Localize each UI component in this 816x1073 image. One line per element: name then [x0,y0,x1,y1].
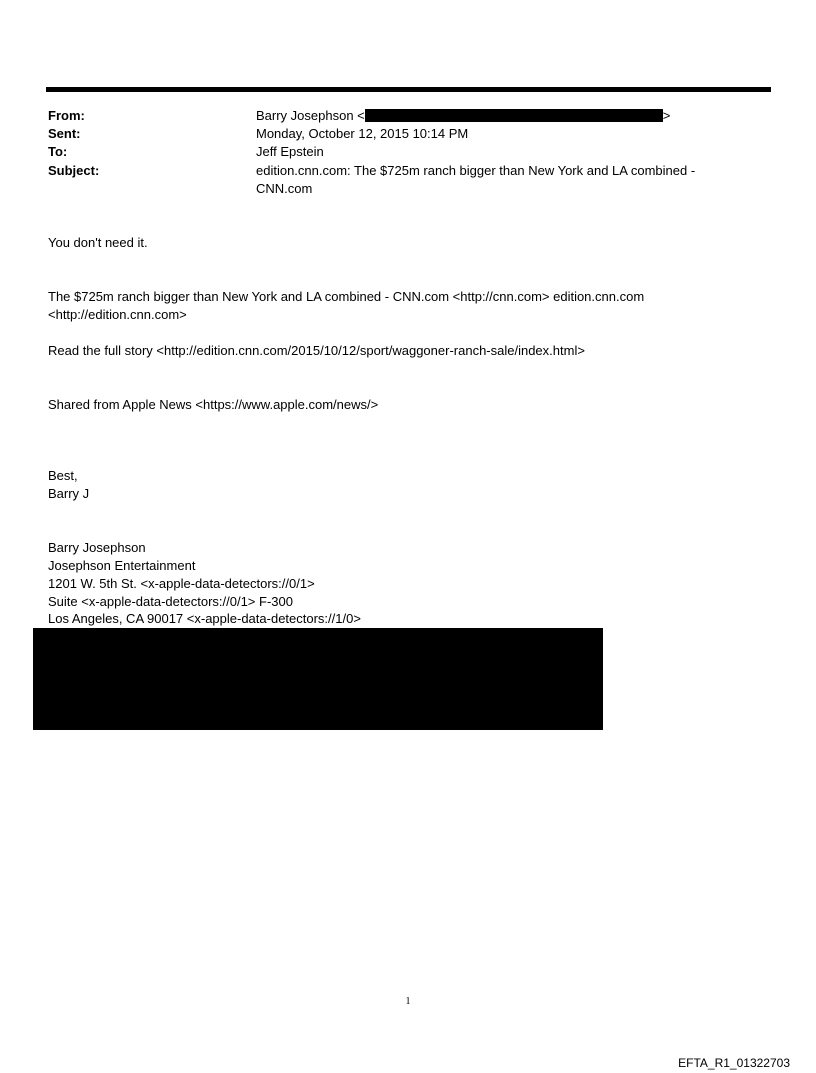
body-line-5: Shared from Apple News <https://www.apple.com/news/> [48,397,379,412]
signature-address-3: Los Angeles, CA 90017 <x-apple-data-detectors://1/0> [48,611,361,626]
signature-address-2: Suite <x-apple-data-detectors://0/1> F-300 [48,594,293,609]
subject-line-2: CNN.com [256,181,313,196]
subject-label: Subject: [48,163,100,178]
header-divider [46,87,771,92]
sent-value: Monday, October 12, 2015 10:14 PM [256,126,469,141]
to-label: To: [48,144,68,159]
closing-line-2: Barry J [48,486,90,501]
signature-name: Barry Josephson [48,540,146,555]
sent-label: Sent: [48,126,81,141]
body-line-3: <http://edition.cnn.com> [48,307,187,322]
from-label: From: [48,108,85,123]
body-line-2: The $725m ranch bigger than New York and LA combined - CNN.com <http://cnn.com> edition.cnn.com [48,289,645,304]
to-value: Jeff Epstein [256,144,324,159]
from-email-redaction [365,109,663,122]
document-id: EFTA_R1_01322703 [678,1056,790,1070]
from-name: Barry Josephson < [256,108,365,123]
page-number: 1 [405,996,411,1007]
body-line-4: Read the full story <http://edition.cnn.com/2015/10/12/sport/waggoner-ranch-sale/index.html> [48,343,585,358]
signature-company: Josephson Entertainment [48,558,196,573]
from-value [256,107,736,125]
subject-line-1: edition.cnn.com: The $725m ranch bigger than New York and LA combined - [256,163,696,178]
signature-address-1: 1201 W. 5th St. <x-apple-data-detectors://0/1> [48,576,315,591]
closing-line-1: Best, [48,468,78,483]
from-close-bracket: > [662,108,671,123]
body-line-1: You don't need it. [48,235,148,250]
signature-redaction [33,628,603,730]
